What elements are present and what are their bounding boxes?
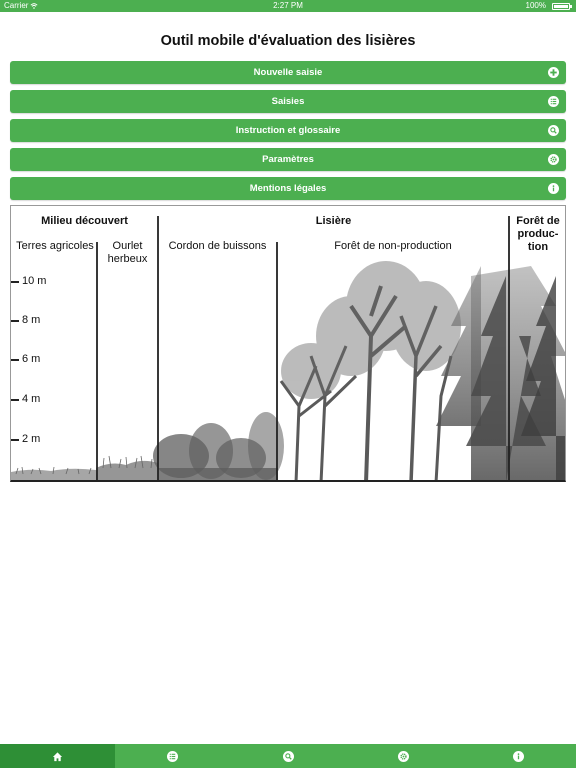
- forest-edge-diagram: [10, 205, 566, 482]
- new-entry-label: Nouvelle saisie: [253, 67, 323, 78]
- gear-icon: [548, 154, 559, 165]
- scale-label-8m: 8 m: [22, 314, 41, 326]
- header-production-forest-line2: produc-: [517, 228, 559, 240]
- legal-notice-button[interactable]: [10, 177, 566, 200]
- page-title: Outil mobile d'évaluation des lisières: [160, 33, 416, 49]
- carrier-label: Carrier: [4, 1, 29, 10]
- tab-entries[interactable]: [115, 744, 230, 768]
- clock: 2:27 PM: [273, 1, 303, 10]
- instructions-glossary-label: Instruction et glossaire: [235, 125, 341, 136]
- zone-shrub-belt: Cordon de buissons: [168, 240, 267, 252]
- legal-notice-label: Mentions légales: [249, 183, 327, 194]
- settings-button[interactable]: [10, 148, 566, 171]
- scale-label-10m: 10 m: [22, 275, 47, 287]
- info-icon: [513, 751, 524, 762]
- tab-info[interactable]: [461, 744, 576, 768]
- list-icon: [548, 96, 559, 107]
- instructions-glossary-button[interactable]: [10, 119, 566, 142]
- header-open-land: Milieu découvert: [41, 215, 128, 227]
- shrub-layer: [153, 412, 284, 482]
- search-icon: [283, 751, 294, 762]
- header-production-forest: [509, 215, 566, 254]
- header-forest-edge: Lisière: [315, 215, 352, 227]
- tab-search[interactable]: [230, 744, 345, 768]
- new-entry-button[interactable]: [10, 61, 566, 84]
- gear-icon: [398, 751, 409, 762]
- zone-non-production-forest: Forêt de non-production: [334, 240, 452, 252]
- header-production-forest-line1: Forêt de: [516, 215, 560, 227]
- zone-farmland: Terres agricoles: [16, 240, 94, 252]
- tab-settings[interactable]: [346, 744, 461, 768]
- scale-label-4m: 4 m: [22, 393, 41, 405]
- battery-percentage: 100%: [525, 1, 546, 10]
- home-icon: [52, 751, 63, 762]
- status-bar: [0, 0, 576, 12]
- info-icon: [548, 183, 559, 194]
- settings-label: Paramètres: [262, 154, 314, 165]
- zone-herb-fringe-line1: Ourlet: [112, 240, 143, 252]
- scale-label-6m: 6 m: [22, 353, 41, 365]
- plus-icon: [548, 67, 559, 78]
- search-icon: [548, 125, 559, 136]
- battery-icon: [552, 3, 570, 10]
- entries-button[interactable]: [10, 90, 566, 113]
- battery-fill: [554, 5, 568, 8]
- scale-label-2m: 2 m: [22, 433, 41, 445]
- zone-herb-fringe: [97, 240, 158, 266]
- entries-label: Saisies: [271, 96, 305, 107]
- tab-home[interactable]: [0, 744, 115, 768]
- list-icon: [167, 751, 178, 762]
- height-scale-ticks: [11, 282, 19, 440]
- tab-bar: [0, 744, 576, 768]
- zone-herb-fringe-line2: herbeux: [107, 253, 148, 265]
- header-production-forest-line3: tion: [527, 241, 549, 253]
- conifer-trees: [436, 266, 566, 482]
